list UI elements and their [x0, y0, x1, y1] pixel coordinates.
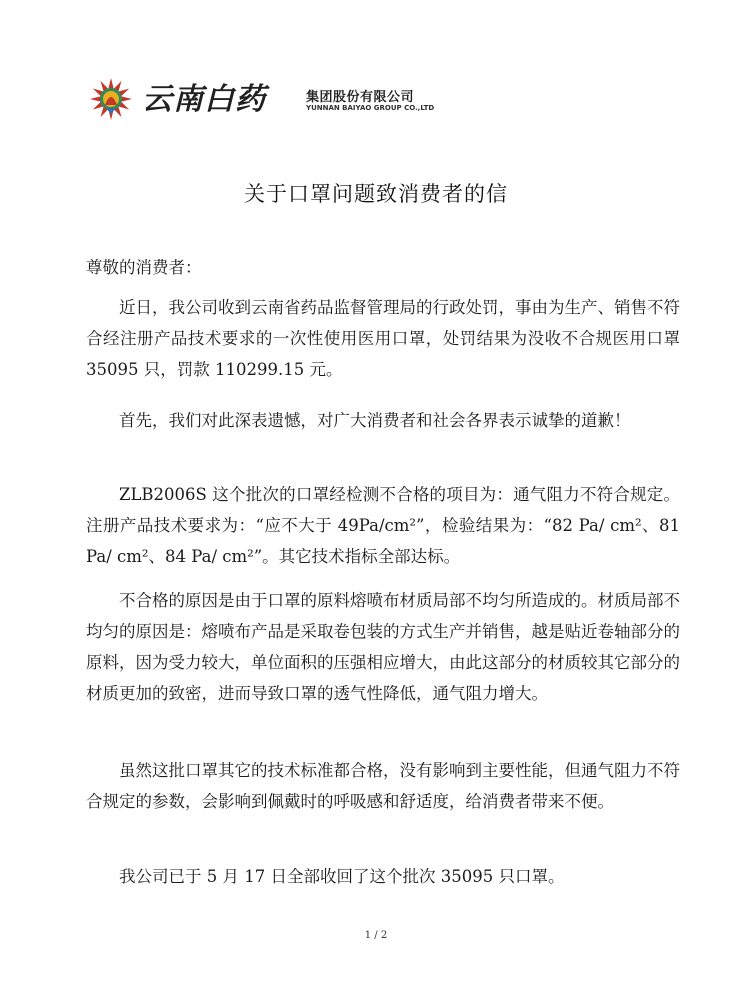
salutation: 尊敬的消费者： — [86, 258, 202, 277]
brand-script-logotype: 云南白药 — [142, 82, 266, 117]
paragraph-penalty: 近日，我公司收到云南省药品监督管理局的行政处罚，事由为生产、销售不符合经注册产品技术要求的一次性使用医用口罩，处罚结果为没收不合规医用口罩 35095 只，罚款 110299.15 元。 — [86, 298, 680, 379]
page-number: 1 / 2 — [364, 930, 388, 941]
lotus-seal-icon — [88, 76, 134, 122]
paragraph-recall: 我公司已于 5 月 17 日全部收回了这个批次 35095 只口罩。 — [119, 867, 565, 886]
company-name-cn: 集团股份有限公司 — [306, 90, 415, 105]
paragraph-impact: 虽然这批口罩其它的技术标准都合格，没有影响到主要性能，但通气阻力不符合规定的参数，会影响到佩戴时的呼吸感和舒适度，给消费者带来不便。 — [86, 761, 680, 811]
paragraph-cause: 不合格的原因是由于口罩的原料熔喷布材质局部不均匀所造成的。材质局部不均匀的原因是：熔喷布产品是采取卷包装的方式生产并销售，越是贴近卷轴部分的原料，因为受力较大，单位面积的压强相应增大，由此这部分的材质较其它部分的材质更加的致密，进而导致口罩的透气性降低，通气阻力增大。 — [86, 591, 680, 703]
paragraph-apology: 首先，我们对此深表遗憾，对广大消费者和社会各界表示诚挚的道歉！ — [119, 411, 631, 430]
letterhead — [88, 76, 488, 126]
letter-title: 关于口罩问题致消费者的信 — [244, 182, 508, 206]
paragraph-test-result: ZLB2006S 这个批次的口罩经检测不合格的项目为：通气阻力不符合规定。注册产品技术要求为：“应不大于 49Pa/cm²”，检验结果为：“82 Pa/ cm²、81 Pa/ cm²、84 Pa/ cm²”。其它技术指标全部达标。 — [86, 485, 680, 566]
company-name-en: YUNNAN BAIYAO GROUP CO.,LTD — [306, 104, 435, 112]
